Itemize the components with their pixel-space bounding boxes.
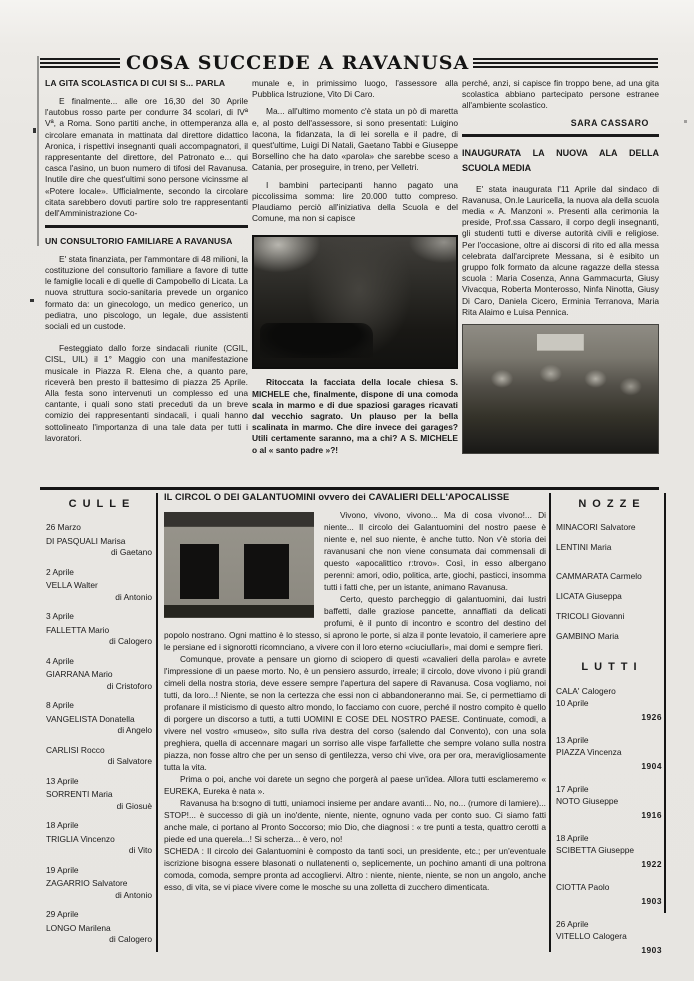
lutti-line: 13 Aprile <box>556 735 589 745</box>
culle-name: TRIGLIA Vincenzo <box>46 833 115 844</box>
article-byline: SARA CASSARO <box>570 117 649 128</box>
culle-date: 8 Aprile <box>46 700 74 710</box>
culle-column <box>46 498 152 968</box>
lutti-entry <box>556 918 662 956</box>
lutti-year: 1904 <box>641 761 662 771</box>
culle-parent: di Antonio <box>115 591 152 602</box>
nozze-entry: GAMBINO Maria <box>556 631 619 641</box>
scan-speck <box>684 120 687 123</box>
culle-parent: di Antonio <box>115 889 152 900</box>
circolo-building-photo <box>164 512 314 618</box>
culle-entry <box>46 909 152 946</box>
scan-speck <box>33 128 36 133</box>
masthead-rule-right <box>473 58 658 68</box>
culle-date: 26 Marzo <box>46 522 81 532</box>
nozze-entry: TRICOLI Giovanni <box>556 611 625 621</box>
article-circolo-paragraph: Certo, questo parcheggio di galantuomini, dai lustri baffetti, dalle graziose pancette, annaffiati da delicati profumi, è il punto di incontro e scontro del destino del popolo nostrano. Ogni mattino è lo stesso, si aprono le porte, si alza il ponte levatoio, il cameriere apre le persiane ed i signorotti ricomnciano, a vivere con il loro eterno «ciuciullari», mai domi e sempre fieri. <box>164 594 546 652</box>
folk-group-photo <box>462 324 659 454</box>
church-photo-caption: Ritoccata la facciata della locale chiesa S. MICHELE che, finalmente, dispone di una comoda scala in marmo e di due spaziosi garages ricavati dal vecchio sagrato. Un plauso per la bella scalinata in marmo. Che dire invece dei garages? Utili certamente saranno, ma a chi? A S. MICHELE o al « santo padre »?! <box>252 377 458 455</box>
lutti-line: 26 Aprile <box>556 919 589 929</box>
culle-parent: di Cristoforo <box>106 680 152 691</box>
article-consultorio-paragraph: Festeggiato dallo forze sindacali riunite (CGIL, CISL, UIL) il 1° Maggio con una manifestazione musicale in Piazza R. Elena che, a quanto pare, riceverà ben presto il battesimo di piazza 25 Aprile. Alla festa sono intervenuti un complesso ed una cantante, i quali sono stati preceduti da un breve comizio dei rappresentanti sindacali, i quali hanno sottolineato l'importanza di una tale data per tutti i lavoratori. <box>45 343 248 443</box>
nozze-entry: LENTINI Maria <box>556 542 612 552</box>
culle-name: FALLETTA Mario <box>46 624 110 635</box>
culle-date: 3 Aprile <box>46 611 74 621</box>
culle-date: 19 Aprile <box>46 864 79 875</box>
nozze-entry: LICATA Giuseppa <box>556 591 622 601</box>
culle-name: ZAGARRIO Salvatore <box>46 878 128 888</box>
article-consultorio-paragraph: E' stata finanziata, per l'ammontare di 48 milioni, la costituzione del consultorio familiare a favore di tutte le famiglie locali e di quelle di Campobello di Licata. La nuova struttura socio-sanitaria prevede un organico formato da: un ginecologo, un medico generico, un pediatra, uno piscologo, un legale, due assistenti sociali ed un custode. <box>45 253 248 331</box>
article-gita-title: LA GITA SCOLASTICA DI CUI SI S... PARLA <box>45 78 226 88</box>
article-consultorio-title: UN CONSULTORIO FAMILIARE A RAVANUSA <box>45 235 233 246</box>
culle-title: CULLE <box>68 498 136 510</box>
lutti-entry <box>556 685 662 723</box>
culle-parent: di Calogero <box>109 636 152 646</box>
lutti-line: PIAZZA Vincenza <box>556 747 622 757</box>
lutti-line: CALA' Calogero <box>556 686 616 696</box>
lutti-line: VITELLO Calogera <box>556 931 627 941</box>
culle-entry <box>46 865 152 902</box>
article-scuola-title: INAUGURATA LA NUOVA ALA DELLA SCUOLA MEDIA <box>462 147 659 173</box>
article-circolo-paragraph: Prima o poi, anche voi darete un segno che porgerà al paese un'idea. Allora tutti esclameremo « EUREKA, Eureka è nata ». <box>164 774 546 796</box>
church-facade-photo <box>252 235 458 369</box>
lutti-entry <box>556 734 662 772</box>
lutti-entry <box>556 832 662 870</box>
lutti-year: 1903 <box>641 945 662 955</box>
culle-name: GIARRANA Mario <box>46 669 113 679</box>
culle-parent: di Salvatore <box>107 756 152 766</box>
scan-speck <box>30 299 34 302</box>
article-gita-paragraph: munale e, in primissimo luogo, l'assessore alla Pubblica Istruzione, Vito Di Caro. <box>252 78 458 100</box>
lutti-line: CIOTTA Paolo <box>556 882 610 892</box>
culle-date: 4 Aprile <box>46 655 74 666</box>
article-gita-paragraph: E finalmente... alle ore 16,30 del 30 Aprile l'autobus rosso parte per condurre 34 scolari, di IVª Vª, a Roma. Sono partiti anche, in ottemperanza alla circolare emanata in mattinata dal direttore didattico Aronica, i rispettivi insegnanti quali accompagnatori, il rappresentante del direttore, del Patronato e... qui casca l'asino, un buon numero di tifosi del Ravanusa. Inutile dire che quest'ultimi sono persone vicinssme al «Potere locale». Ufficialmente, secondo la circolare citata sarebbero dovuti partire solo tre rappresentanti dell'Amministrazione Co- <box>45 96 248 219</box>
page-title: COSA SUCCEDE A RAVANUSA <box>126 52 470 74</box>
culle-date: 2 Aprile <box>46 566 74 577</box>
culle-date: 18 Aprile <box>46 820 79 830</box>
culle-entry <box>46 656 152 693</box>
culle-parent: di Gaetano <box>111 547 152 557</box>
culle-entry <box>46 611 152 648</box>
nozze-title: NOZZE <box>578 498 646 510</box>
culle-entry <box>46 820 152 857</box>
lutti-year: 1903 <box>641 896 662 906</box>
lutti-year: 1916 <box>641 810 662 820</box>
article-circolo-title: IL CIRCOL O DEI GALANTUOMINI ovvero dei CAVALIERI DELL'APOCALISSE <box>164 492 510 502</box>
culle-parent: di Calogero <box>109 934 152 944</box>
culle-name: SORRENTI Maria <box>46 789 113 799</box>
masthead-rule-left <box>40 58 120 68</box>
culle-parent: di Giosuè <box>116 800 152 811</box>
nozze-entry: MINACORI Salvatore <box>556 522 636 532</box>
culle-parent: di Angelo <box>117 725 152 735</box>
annunci-column <box>556 498 662 968</box>
lutti-title: LUTTI <box>581 661 643 673</box>
circolo-article <box>164 492 546 974</box>
lutti-section <box>556 661 662 956</box>
article-gita-paragraph: Ma... all'ultimo momento c'è stata un pò di maretta e, al posto dell'assessore, si sono presentati: Luigino Iacona, la fidanzata, la di lei sorella e il padre, di quest'ultime, Luigi Di Natali, Gaetano Tabbi e Giuseppe Borsellino che ha dato «parola» che sarebbe sceso a Catania, per proseguire, in treno, per Velletri. <box>252 106 458 173</box>
lutti-line: SCIBETTA Giuseppe <box>556 845 635 855</box>
culle-entry <box>46 567 152 604</box>
lutti-line: 17 Aprile <box>556 784 589 794</box>
divider-vertical <box>549 493 551 952</box>
lutti-line: 10 Aprile <box>556 698 589 708</box>
culle-name: DI PASQUALI Marisa <box>46 535 126 546</box>
article-circolo-paragraph: Comunque, provate a pensare un giorno di sciopero di questi «cavalieri della parola» e avrete l'impressione di un paese morto. No, è un pensiero assurdo, irreale; il circolo, dove vivono i più grandi cimeli della nostra storia, deve essere sempre l'apertura del sapere di Ravanusa. Cosa vogliamo, noi tutti, da loro...! Niente, se non la certezza che essi non ci abbandoneranno mai. Se, ci permettiamo di profanare il misticismo di questo altro mondo, lo facciamo con cuore, perché il nostro compito è quello di porgere un discorso a tutti, a tutti UOMINI E COSE DEL NOSTRO PAESE. Continuate, comodi, a vivere nel vostro «museo», sito sulla riva destra del corso (salendo dal Convento), con una sola preghiera, quella di accennare magari un sorriso alle vispe farfallette che sempre volano sulla nostra piazza, non fosse altro che per un senso di gentilezza, verso chi vive, ora per ora, meravigliosamente tutta la vita. <box>164 654 546 772</box>
article-gita-paragraph: I bambini partecipanti hanno pagato una piccolissima somma: lire 20.000 tutto compreso. Plaudiamo perciò all'iniziativa della Scuola e del Comune, ma non si capisce <box>252 179 458 224</box>
culle-name: VANGELISTA Donatella <box>46 713 135 724</box>
article-gita-paragraph: perché, anzi, si capisce fin troppo bene, ad una gita scolastica abbiano partecipato persone estranee all'ambiente scolastico. <box>462 78 659 111</box>
culle-entry <box>46 776 152 813</box>
culle-entry <box>46 745 152 768</box>
column-middle <box>252 78 458 484</box>
lutti-entry <box>556 783 662 821</box>
lutti-year: 1926 <box>641 712 662 722</box>
divider-horizontal-full <box>40 487 659 490</box>
culle-name: CARLISI Rocco <box>46 744 105 755</box>
lutti-entry <box>556 881 662 907</box>
column-right <box>462 78 659 484</box>
culle-date: 13 Aprile <box>46 775 79 786</box>
divider-vertical <box>156 493 158 952</box>
church-photo-box <box>252 230 458 459</box>
column-left <box>45 78 248 484</box>
car-silhouette <box>260 323 373 358</box>
culle-parent: di Vito <box>128 845 152 855</box>
culle-name: VELLA Walter <box>46 580 98 590</box>
culle-entry <box>46 700 152 737</box>
article-circolo-paragraph: Ravanusa ha b:sogno di tutti, uniamoci insieme per andare avanti... No, no... (rumore di lamiere)... STOP!... è successo di già un ino'dente, niente, niente, ognuno vada per conto suo. Ci siamo fatti anche male, ci portano al Pronto Soccorso; mio Dio, che diagnosi : « tre punti a testa, quattro cerotti a piede ed una querela...! Si scherza... è vero, no! <box>164 798 546 844</box>
article-circolo-paragraph: SCHEDA : Il circolo dei Galantuomini è composto da tanti soci, un presidente, etc.; per un'eventuale iscrizione bisogna essere blasonati o nullatenenti o, seplicemente, un pochino amanti di una poltrona comoda, comoda, sempre pronta ad accogliervi. Altro : niente, niente, niente, se non un angolo, anche esso, di vita, se vi piace vivere come le mosche su una zolletta di zucchero dimenticata. <box>164 846 546 892</box>
lutti-line: 18 Aprile <box>556 833 589 843</box>
nozze-entry: CAMMARATA Carmelo <box>556 571 642 581</box>
divider-horizontal <box>45 225 248 228</box>
article-scuola-paragraph: E' stata inaugurata l'11 Aprile dal sindaco di Ravanusa, On.le Lauricella, la nuova ala della scuola media « A. Manzoni ». Presenti alla cerimonia la preside, Prof.ssa Cassaro, il corpo degli insegnanti, gli studenti tutti e diverse autorità civili e religiose. Per l'occasione, oltre ai discorsi di rito ed alla messa celebrata dall'arciprete Messana, si è esibito un gruppo folk formato da alcune ragazze della stessa scuola : Maria Cosenza, Anna Gammacurta, Giusy Vivacqua, Roberta Monterosso, Ninfa Ninotta, Giusy Di Caro, Daniela Cicero, Erminia Terranova, Maria Rita Alaimo e Luisa Pennica. <box>462 183 659 317</box>
page-edge-mark <box>37 56 39 246</box>
divider-horizontal <box>462 134 659 137</box>
culle-name: LONGO Marilena <box>46 922 111 933</box>
lutti-line: NOTO Giuseppe <box>556 796 619 806</box>
masthead <box>40 52 658 74</box>
culle-entry <box>46 522 152 559</box>
culle-date: 29 Aprile <box>46 909 79 919</box>
article-circolo-paragraph: Vivono, vivono, vivono... Ma di cosa vivono!... Di niente... Il circolo dei Galantuomini del nostro paese è niente e, nel suo niente, è anche tutto. Non v'è storia dei ravanusani che non viene consumata dai commensali di questo «apocalittico r:trovo». Così, in esso albergano perenni: amori, odio, politica, arte, giochi, pasticci, insomma tutti i fatti che, per un istante, animano Ravanusa. <box>324 510 546 592</box>
lutti-year: 1922 <box>641 859 662 869</box>
divider-vertical <box>664 493 666 913</box>
